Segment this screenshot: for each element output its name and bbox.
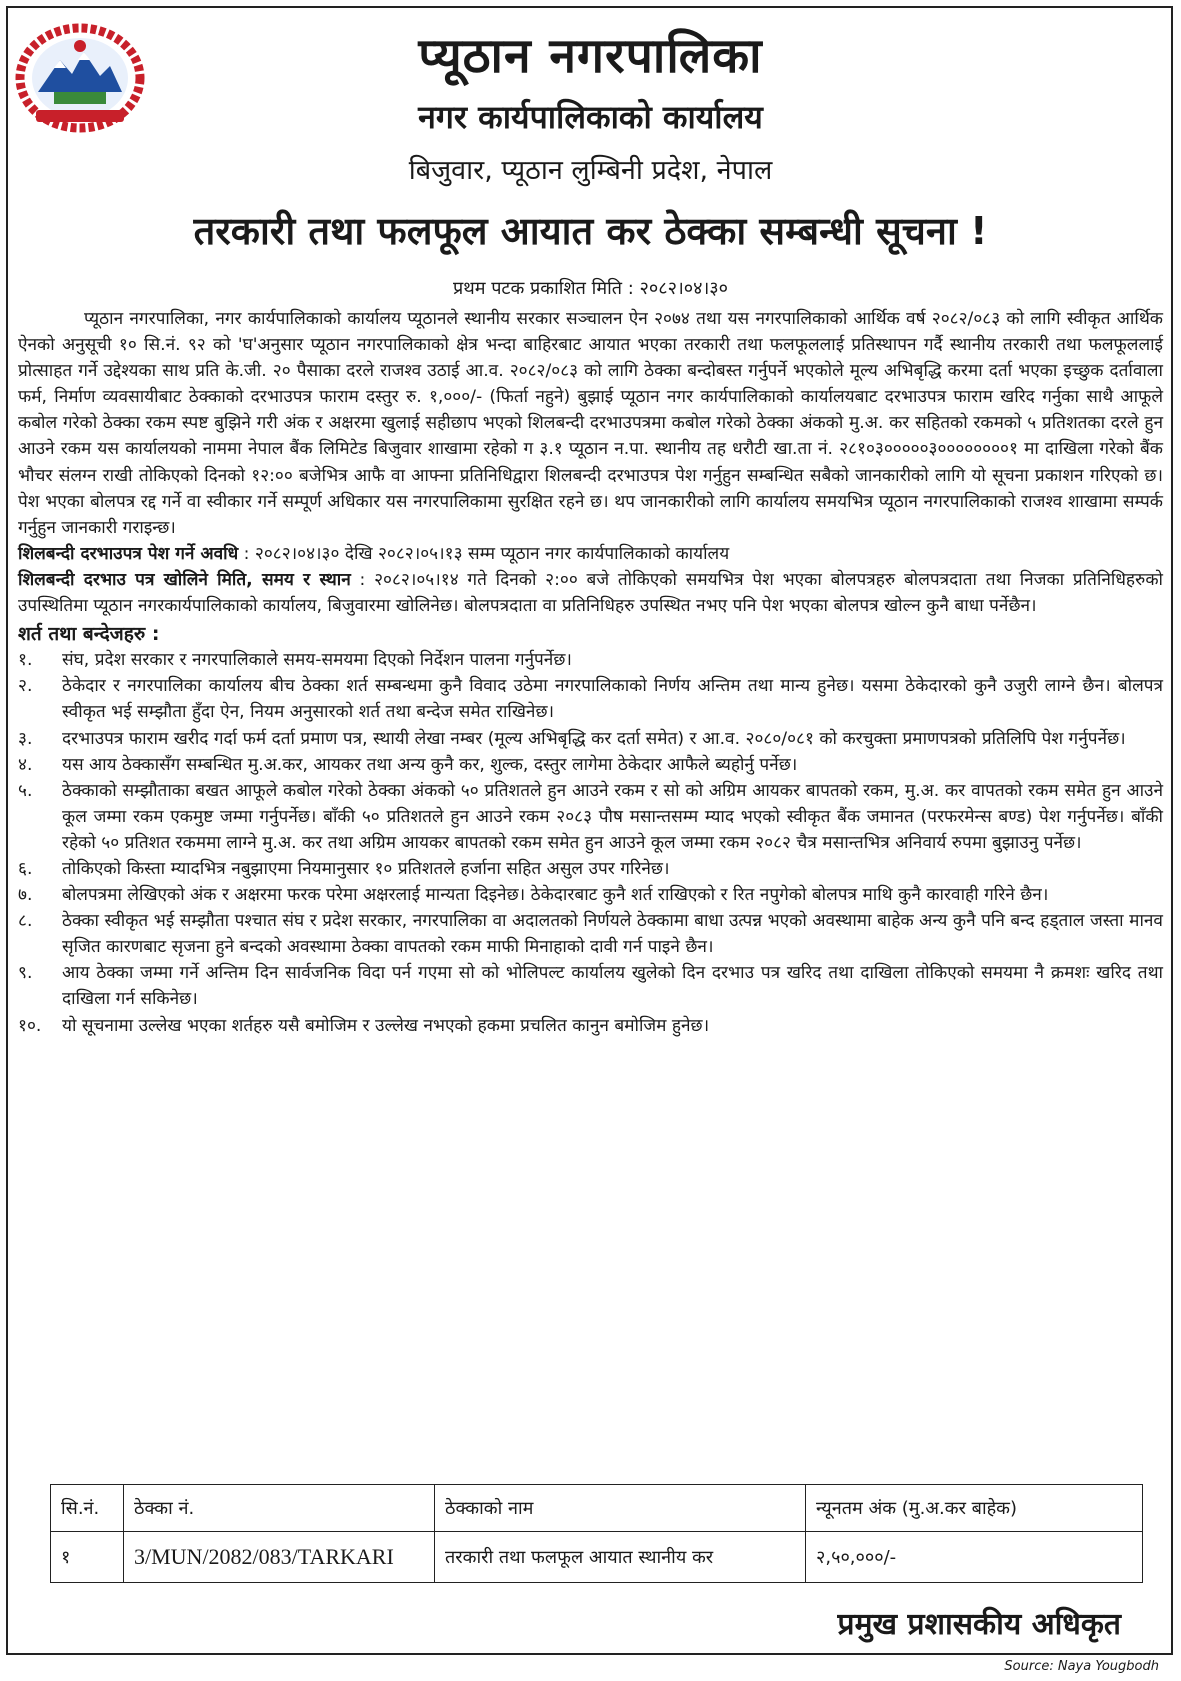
condition-number: ८. — [18, 911, 33, 932]
condition-number: ६. — [18, 858, 33, 879]
condition-text: यो सूचनामा उल्लेख भएका शर्तहरु यसै बमोजिम र उल्लेख नभएको हकमा प्रचलित कानुन बमोजिम हुनेछ। — [62, 1015, 710, 1036]
col-header-min-amount: न्यूनतम अंक (मु.अ.कर बाहेक) — [806, 1485, 1143, 1532]
signatory-title: प्रमुख प्रशासकीय अधिकृत — [837, 1607, 1121, 1642]
condition-item — [18, 778, 1163, 856]
col-header-sn: सि.नं. — [51, 1485, 124, 1532]
submission-deadline — [18, 541, 1163, 567]
condition-item — [18, 856, 1163, 882]
condition-item — [18, 882, 1163, 908]
col-header-tender-no: ठेक्का नं. — [124, 1485, 435, 1532]
opening-label: शिलबन्दी दरभाउ पत्र खोलिने मिति, समय र स्थान — [18, 569, 351, 590]
condition-number: १. — [18, 650, 33, 671]
condition-number: ७. — [18, 885, 33, 906]
condition-text: संघ, प्रदेश सरकार र नगरपालिकाले समय-समयमा दिएको निर्देशन पालना गर्नुपर्नेछ। — [62, 650, 572, 671]
condition-number: ३. — [18, 728, 33, 749]
cell-min-amount: २,५०,०००/- — [806, 1532, 1143, 1583]
condition-number: १०. — [18, 1015, 42, 1036]
condition-item — [18, 726, 1163, 752]
condition-item — [18, 647, 1163, 673]
cell-tender-no: 3/MUN/2082/083/TARKARI — [124, 1532, 435, 1583]
deadline-label: शिलबन्दी दरभाउपत्र पेश गर्ने अवधि — [18, 543, 239, 564]
condition-number: ९. — [18, 963, 33, 984]
table-row — [51, 1532, 1143, 1583]
notice-title: तरकारी तथा फलफूल आयात कर ठेक्का सम्बन्धी सूचना ! — [193, 209, 988, 253]
conditions-title: शर्त तथा बन्देजहरु : — [18, 623, 160, 646]
table-header-row — [51, 1485, 1143, 1532]
conditions-list — [18, 647, 1163, 1038]
published-date: प्रथम पटक प्रकाशित मिति : २०८२।०४।३० — [452, 278, 729, 299]
municipality-title: प्यूठान नगरपालिका — [418, 28, 763, 84]
condition-text: ठेकेदार र नगरपालिका कार्यालय बीच ठेक्का शर्त सम्बन्धमा कुनै विवाद उठेमा नगरपालिकाको निर्णय अन्तिम तथा मान्य हुनेछ। यसमा ठेकेदारको कुनै उजुरी लाग्ने छैन। बोलपत्र स्वीकृत भई सम्झौता हुँदा ऐन, नियम अनुसारको शर्त तथा बन्देज समेत राखिनेछ। — [62, 676, 1163, 723]
office-name: नगर कार्यपालिकाको कार्यालय — [418, 98, 763, 136]
condition-text: बोलपत्रमा लेखिएको अंक र अक्षरमा फरक परेमा अक्षरलाई मान्यता दिइनेछ। ठेकेदारबाट कुनै शर्त राखिएको र रित नपुगेको बोलपत्र माथि कुनै कारवाही गरिने छैन। — [62, 885, 1049, 906]
condition-item — [18, 752, 1163, 778]
condition-item — [18, 673, 1163, 725]
tender-table — [50, 1484, 1143, 1583]
office-address: बिजुवार, प्यूठान लुम्बिनी प्रदेश, नेपाल — [408, 155, 773, 186]
notice-body — [18, 306, 1163, 1039]
condition-number: ४. — [18, 754, 33, 775]
source-credit: Source: Naya Yougbodh — [1004, 1659, 1159, 1674]
condition-item — [18, 1013, 1163, 1039]
condition-text: आय ठेक्का जम्मा गर्ने अन्तिम दिन सार्वजनिक विदा पर्न गएमा सो को भोलिपल्ट कार्यालय खुलेको दिन दरभाउ पत्र खरिद तथा दाखिला तोकिएको समयमा नै क्रमशः खरिद तथा दाखिला गर्न सकिनेछ। — [62, 963, 1163, 1010]
condition-number: ५. — [18, 780, 33, 801]
opening-text: : २०८२।०५।१४ गते दिनको २:०० बजे तोकिएको समयभित्र पेश भएका बोलपत्रहरु बोलपत्रदाता तथा निजका प्रतिनिधिहरुको उपस्थितिमा प्यूठान नगरकार्यपालिकाको कार्यालय, बिजुवारमा खोलिनेछ। बोलपत्रदाता वा प्रतिनिधिहरु उपस्थित नभए पनि पेश भएका बोलपत्र खोल्न कुनै बाधा पर्नेछैन। — [18, 569, 1163, 617]
cell-tender-name: तरकारी तथा फलफूल आयात स्थानीय कर — [435, 1532, 806, 1583]
opening-details — [18, 567, 1163, 619]
condition-text: ठेक्काको सम्झौताका बखत आफूले कबोल गरेको ठेक्का अंकको ५० प्रतिशतले हुन आउने रकम र सो को अग्रिम आयकर बापतको रकम, मु.अ. कर वापतको रकम समेत हुन आउने कूल जम्मा रकम एकमुष्ट जम्मा गर्नुपर्नेछ। बाँकी ५० प्रतिशतले हुन आउने रकम २०८३ पौष मसान्तसम्म म्याद भएको स्वीकृत बैंक जमानत (परफरमेन्स बण्ड) पेश गर्नुपर्नेछ। बाँकी रहेको ५० प्रतिशत रकममा लाग्ने मु.अ. कर तथा अग्रिम आयकर बापतको रकम समेत हुन आउने कूल जम्मा रकम २०८२ चैत्र मसान्तभित्र अनिवार्य रुपमा बुझाउनु पर्नेछ। — [62, 780, 1163, 853]
main-paragraph: प्यूठान नगरपालिका, नगर कार्यपालिकाको कार्यालय प्यूठानले स्थानीय सरकार सञ्चालन ऐन २०७४ तथा यस नगरपालिकाको आर्थिक वर्ष २०८२/०८३ को लागि स्वीकृत आर्थिक ऐनको अनुसूची १० सि.नं. ९२ को 'घ'अनुसार प्यूठान नगरपालिकाको क्षेत्र भन्दा बाहिरबाट आयात भएका तरकारी तथा फलफूललाई प्रतिस्थापन गर्दै स्थानीय तरकारी तथा फलफूललाई प्रोत्साहत गर्ने उद्देश्यका साथ प्रति के.जी. २० पैसाका दरले राजश्व उठाई आ.व. २०८२/०८३ को लागि ठेक्का बन्दोबस्त गर्नुपर्ने भएकोले मूल्य अभिबृद्धि करमा दर्ता भएका इच्छुक दर्तावाला फर्म, निर्माण व्यवसायीबाट ठेक्काको दरभाउपत्र फाराम दस्तुर रु. १,०००/- (फिर्ता नहुने) बुझाई प्यूठान नगर कार्यपालिकाको कार्यालयबाट दरभाउपत्र फाराम खरिद गर्नुका साथै आफूले कबोल गरेको ठेक्का रकम स्पष्ट बुझिने गरी अंक र अक्षरमा खुलाई सहीछाप भएको शिलबन्दी दरभाउपत्रमा कबोल गरेको ठेक्का अंकको मु.अ. कर सहितको रकमको ५ प्रतिशतका दरले हुन आउने रकम यस कार्यालयको नाममा नेपाल बैंक लिमिटेड बिजुवार शाखामा रहेको ग ३.१ प्यूठान न.पा. स्थानीय तह धरौटी खा.ता नं. २८१०३०००००३००००००००१ मा दाखिला गरेको बैंक भौचर संलग्न राखी तोकिएको दिनको १२:०० बजेभित्र आफै वा आफ्ना प्रतिनिधिद्वारा शिलबन्दी दरभाउपत्र पेश गर्नुहुन सम्बन्धित सबैको जानकारीको लागि यो सूचना प्रकाशन गरिएको छ। पेश भएका बोलपत्र रद्द गर्ने वा स्वीकार गर्ने सम्पूर्ण अधिकार यस नगरपालिकामा सुरक्षित रहने छ। थप जानकारीको लागि कार्यालय समयभित्र प्यूठान नगरपालिकाको राजश्व शाखामा सम्पर्क गर्नुहुन जानकारी गराइन्छ। — [18, 309, 1163, 538]
condition-item — [18, 908, 1163, 960]
condition-number: २. — [18, 676, 33, 697]
condition-item — [18, 960, 1163, 1012]
cell-sn: १ — [51, 1532, 124, 1583]
condition-text: तोकिएको किस्ता म्यादभित्र नबुझाएमा नियमानुसार १० प्रतिशतले हर्जाना सहित असुल उपर गरिनेछ। — [62, 858, 670, 879]
condition-text: यस आय ठेक्कासँग सम्बन्धित मु.अ.कर, आयकर तथा अन्य कुनै कर, शुल्क, दस्तुर लागेमा ठेकेदार आफैले ब्यहोर्नु पर्नेछ। — [62, 754, 798, 775]
col-header-tender-name: ठेक्काको नाम — [435, 1485, 806, 1532]
condition-text: ठेक्का स्वीकृत भई सम्झौता पश्चात संघ र प्रदेश सरकार, नगरपालिका वा अदालतको निर्णयले ठेक्कामा बाधा उत्पन्न भएको अवस्थामा बाहेक अन्य कुनै पनि बन्द हड्ताल जस्ता मानव सृजित कारणबाट सृजना हुने बन्दको अवस्थामा ठेक्का वापतको रकम माफी मिनाहाको दावी गर्न पाइने छैन। — [62, 911, 1163, 958]
deadline-text: : २०८२।०४।३० देखि २०८२।०५।१३ सम्म प्यूठान नगर कार्यपालिकाको कार्यालय — [238, 543, 730, 564]
condition-text: दरभाउपत्र फाराम खरीद गर्दा फर्म दर्ता प्रमाण पत्र, स्थायी लेखा नम्बर (मूल्य अभिबृद्धि कर दर्ता समेत) र आ.व. २०८०/०८१ को करचुक्ता प्रमाणपत्रको प्रतिलिपि पेश गर्नुपर्नेछ। — [62, 728, 1126, 749]
